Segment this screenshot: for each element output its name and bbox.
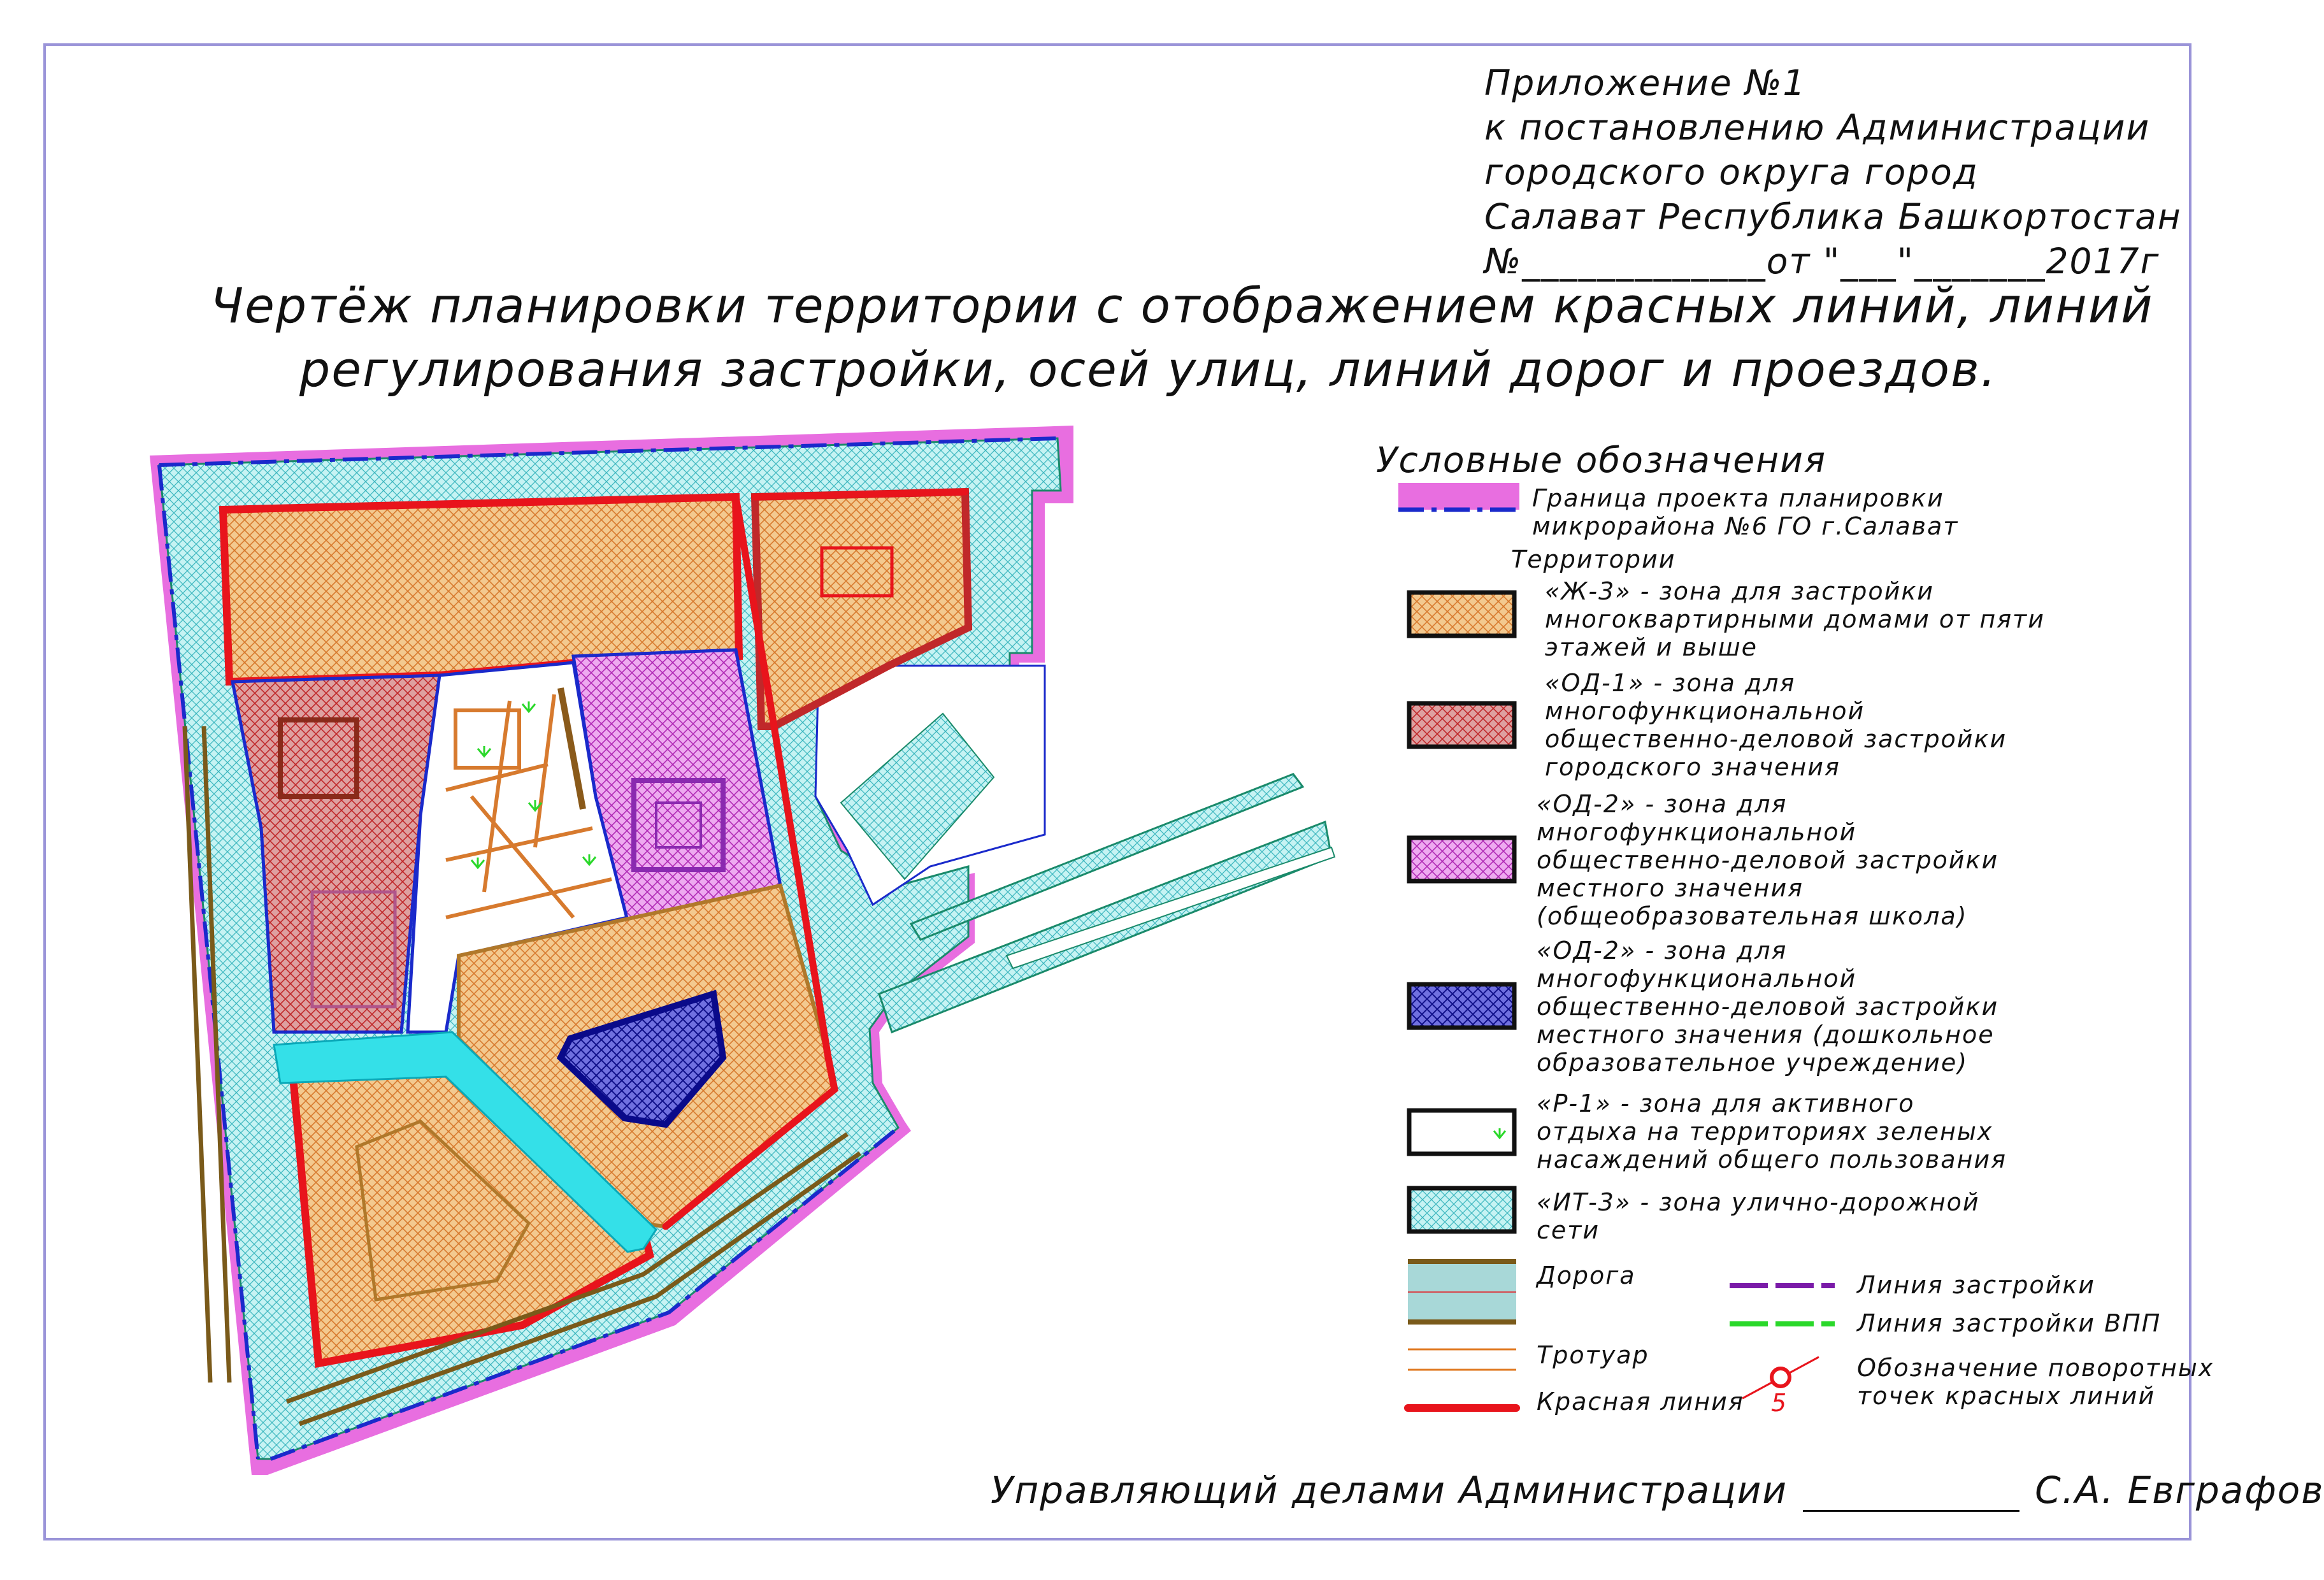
legend-od2-school-line-3: общественно-деловой застройки [1537,846,1999,874]
annex-line-2: к постановлению Администрации [1484,107,2151,148]
legend-od1-line-4: городского значения [1545,753,1840,781]
legend-sidewalk-swatch [1408,1349,1516,1370]
legend-od2-kindergarten-line-4: местного значения (дошкольное [1537,1021,1995,1049]
legend-road-swatch [1408,1261,1516,1322]
legend-zh3-line-2: многоквартирными домами от пяти [1545,605,2045,633]
legend-it3-line-2: сети [1537,1216,1600,1244]
legend-od2-school-line-4: местного значения [1537,874,1804,902]
legend-turn-points-text [1857,1354,2214,1410]
legend-od2-school-swatch [1409,838,1514,881]
legend-od2-school-line-1: «ОД-2» - зона для [1537,790,1788,818]
legend-od2-kindergarten-swatch [1409,984,1514,1028]
title-line-2: регулирования застройки, осей улиц, линий дорог и проездов. [299,341,1997,398]
legend-r1-line-2: отдыха на территориях зеленых [1537,1117,1993,1146]
legend-od2-school-line-5: (общеобразовательная школа) [1537,902,1968,930]
legend-od1-line-1: «ОД-1» - зона для [1545,669,1796,697]
legend-territories-label: Территории [1511,545,1676,573]
legend-zh3-text [1545,577,2045,661]
legend-od1-line-3: общественно-деловой застройки [1545,725,2007,753]
legend-od2-school-text [1537,790,1998,930]
legend-r1-line-3: насаждений общего пользования [1537,1146,2007,1174]
legend-od2-kindergarten-line-3: общественно-деловой застройки [1537,993,1999,1021]
title-line-1: Чертёж планировки территории с отображением красных линий, линий [210,277,2154,334]
legend-zh3-line-3: этажей и выше [1545,633,1758,661]
legend-boundary-line-1: Граница проекта планировки [1532,484,1944,512]
legend-zh3-swatch [1409,592,1514,636]
legend-od1-swatch [1409,703,1514,747]
legend-r1-swatch [1409,1110,1514,1154]
legend-it3-line-1: «ИТ-3» - зона улично-дорожной [1537,1188,1980,1216]
legend-od2-kindergarten-text [1537,937,1998,1077]
legend-boundary-swatch [1398,483,1519,510]
legend-od2-kindergarten-line-1: «ОД-2» - зона для [1537,937,1788,965]
legend-turn-points-line-2: точек красных линий [1857,1382,2156,1410]
legend-r1-text [1537,1089,2007,1174]
signature-block [991,1469,2324,1512]
signature-name: С.А. Евграфов [2035,1469,2324,1512]
legend-boundary-text [1532,484,1958,540]
legend-od2-kindergarten-line-2: многофункциональной [1537,965,1857,993]
legend-turn-points-line-1: Обозначение поворотных [1857,1354,2214,1382]
legend-it3-text [1537,1188,1980,1244]
annex-line-5: №_____________от "___"_______2017г [1484,241,2160,282]
legend-od2-school-line-2: многофункциональной [1537,818,1857,846]
legend-od1-line-2: многофункциональной [1545,697,1865,725]
legend-sidewalk-text: Тротуар [1537,1341,1649,1369]
annex-line-1: Приложение №1 [1484,62,1807,103]
legend-r1-line-1: «Р-1» - зона для активного [1537,1089,1915,1117]
legend-od2-kindergarten-line-5: образовательное учреждение) [1537,1049,1969,1077]
legend-build-line-vpp-text: Линия застройки ВПП [1857,1309,2162,1337]
annex-line-4: Салават Республика Башкортостан [1484,196,2182,237]
legend-it3-swatch [1409,1188,1514,1232]
east-notch [819,745,854,790]
annex-line-3: городского округа город [1484,152,1979,192]
legend-boundary-line-2: микрорайона №6 ГО г.Салават [1532,512,1959,540]
legend-heading: Условные обозначения [1376,440,1826,480]
signature-position: Управляющий делами Администрации [991,1469,1788,1512]
legend-build-line-text: Линия застройки [1857,1271,2095,1299]
legend-zh3-line-1: «Ж-3» - зона для застройки [1545,577,1934,605]
legend-road-text: Дорога [1537,1261,1636,1289]
legend-red-line-text: Красная линия [1537,1388,1744,1416]
legend-od1-text [1545,669,2007,781]
signature-line [1803,1482,2019,1512]
legend-turn-point-number: 5 [1771,1389,1788,1417]
